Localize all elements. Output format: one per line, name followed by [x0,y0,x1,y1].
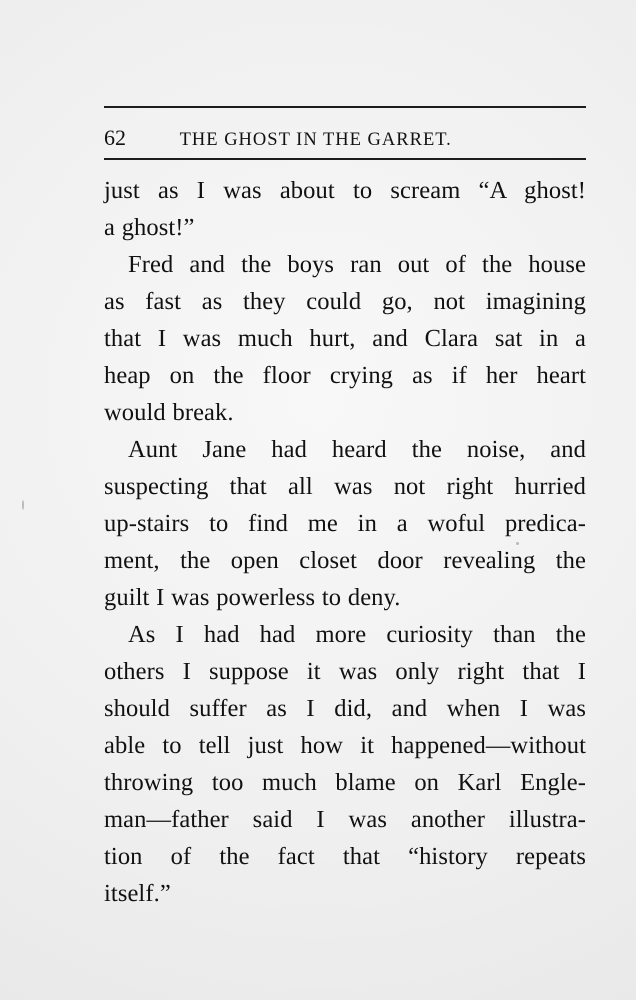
text-line: throwing too much blame on Karl Engle- [104,769,586,796]
paragraph-first-line: As I had had more curiosity than the [128,621,586,648]
running-title: THE GHOST IN THE GARRET. [179,130,452,150]
paper-speck [516,542,519,545]
text-line: guilt I was powerless to deny. [104,584,401,611]
text-line: heap on the floor crying as if her heart [104,362,586,389]
text-line: tion of the fact that “history repeats [104,843,586,870]
text-line: up-stairs to find me in a woful predica- [104,510,586,537]
text-line: as fast as they could go, not imagining [104,288,586,315]
header-top-rule [104,106,586,108]
header-bottom-rule [104,158,586,160]
paragraph-first-line: Fred and the boys ran out of the house [128,251,586,278]
body-text [104,172,586,912]
running-header [104,122,586,154]
text-line: itself.” [104,880,171,907]
text-line: a ghost!” [104,214,195,241]
paper-speck [22,500,24,510]
text-line: should suffer as I did, and when I was [104,695,586,722]
text-line: man—father said I was another illustra- [104,806,586,833]
text-line: able to tell just how it happened—without [104,732,586,759]
text-line: suspecting that all was not right hurried [104,473,586,500]
text-line: just as I was about to scream “A ghost! [104,177,586,204]
page-number: 62 [104,125,126,150]
text-line: that I was much hurt, and Clara sat in a [104,325,586,352]
text-line: ment, the open closet door revealing the [104,547,586,574]
text-line: others I suppose it was only right that I [104,658,586,685]
paragraph-first-line: Aunt Jane had heard the noise, and [128,436,586,463]
text-line: would break. [104,399,234,426]
